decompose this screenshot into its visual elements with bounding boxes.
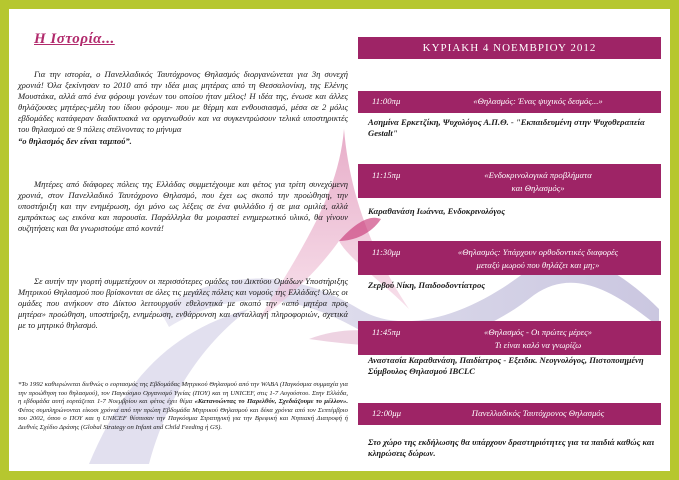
session-time: 11:15πμ [372, 170, 401, 180]
session-title: Πανελλαδικός Ταυτόχρονος Θηλασμός [471, 408, 605, 418]
history-paragraph-3: Σε αυτήν την γιορτή συμμετέχουν οι περισσότερες ομάδες του Δικτύου Ομάδων Υποστήριξης Μητρικού Θηλασμού που βρίσκονται σε όλες τις μεγάλες πόλεις και νομούς της Ελλάδας! Όλες οι ομάδες που ανήκουν στο Δίκτυο λειτουργούν εθελοντικά με σκοπό την «από μητέρα προς μητέρα» προώθηση, υποστήριξη, ενημέρωση, ενθάρρυνση και ανταλλαγή πληροφοριών, σχετικά με το μητρικό θηλασμό. [18, 276, 348, 331]
session-bar-2 [358, 164, 661, 198]
session-title-line1: «Ενδοκρινολογικά προβλήματα [484, 170, 592, 180]
footnote-theme: «Κατανοώντας το Παρελθόν, Σχεδιάζουμε το μέλλον». [194, 398, 348, 406]
session-bar-1 [358, 91, 661, 113]
program-date: ΚΥΡΙΑΚΗ 4 ΝΟΕΜΒΡΙΟΥ 2012 [358, 37, 661, 59]
history-column [18, 31, 348, 431]
history-quote: “ο θηλασμός δεν είναι ταμπού”. [18, 135, 132, 146]
session-time: 11:45πμ [372, 327, 401, 337]
history-footnote [18, 381, 348, 433]
session-bar-4 [358, 321, 661, 355]
footnote-text-b: Φέτος συμπληρώνονται είκοσι χρόνια από την πρώτη Εβδομάδα Μητρικού Θηλασμού και δέκα χρόνια από τον Σεπτέμβριο του 2002, όπου ο ΠΟΥ και η UNICEF θέσπισαν την Παγκόσμια Στρατηγική για την Βρεφική και Νηπιακή Διατροφή ή Διεθνές Σχέδιο Δράσης (Global Strategy on Infant and Child Feeding ή GS). [18, 406, 348, 431]
session-speaker-1: Ασημίνα Ερκετζίκη, Ψυχολόγος Α.Π.Θ. - "Εκπαιδευμένη στην Ψυχοθεραπεία Gestalt" [368, 117, 645, 138]
session-title-line2: και Θηλασμός» [511, 183, 565, 193]
session-title-line2: Τι είναι καλό να γνωρίζω [494, 340, 582, 350]
session-title: «Θηλασμός: Ένας ψυχικός δεσμός...» [473, 96, 603, 106]
session-speaker-2: Καραθανάση Ιωάννα, Ενδοκρινολόγος [368, 206, 506, 216]
session-speaker-4: Αναστασία Καραθανάση, Παιδίατρος - Εξειδικ. Νεογνολόγος, Πιστοποιημένη Σύμβουλος Θηλασμού IBCLC [368, 355, 644, 376]
session-title-line1: «Θηλασμός: Υπάρχουν ορθοδοντικές διαφορές [457, 247, 619, 257]
session-bar-3 [358, 241, 661, 275]
session-title-line2: μεταξύ μωρού που θηλάζει και μη;» [476, 260, 600, 270]
footnote-text-a: *Το 1992 καθιερώνεται διεθνώς ο εορτασμός της Εβδομάδας Μητρικού Θηλασμού από την WABA (Παγκόσμια συμμαχία για την προώθηση του θηλασμού), τον Παγκόσμιο Οργανισμό Υγείας (ΠΟΥ) και τη UNICEF, στις 1-7 Αυγούστου. Στην Ελλάδα, η εβδομάδα αυτή εορτάζεται 1-7 Νοεμβρίου και φέτος έχει θέμα [18, 381, 348, 406]
history-title: Η Ιστορία... [34, 31, 115, 47]
session-time: 11:30μμ [372, 247, 401, 257]
session-title-line1: «Θηλασμός - Οι πρώτες μέρες» [484, 327, 592, 337]
history-paragraph-1 [18, 69, 348, 147]
session-bar-5 [358, 403, 661, 425]
session-time: 12:00μμ [372, 408, 401, 418]
history-paragraph-2: Μητέρες από διάφορες πόλεις της Ελλάδας συμμετέχουμε και φέτος για τρίτη συνεχόμενη χρονιά, στον Πανελλαδικό Ταυτόχρονο Θηλασμό, που έχει ως σκοπό την προώθηση, την υποστήριξη και την ενημέρωση, όχι μόνο ως λέξεις σε ένα φυλλάδιο ή σε μια ομιλία, αλλά εμπράκτως ως εικόνα και παρουσία. Παράλληλα θα μοιραστεί ενημερωτικό υλικό, θα γίνουν συζητήσεις και θα γνωριστούμε από κοντά! [18, 179, 348, 234]
program-column [358, 9, 661, 471]
session-note-5: Στο χώρο της εκδήλωσης θα υπάρχουν δραστηριότητες για τα παιδιά καθώς και κληρώσεις δώρων. [368, 437, 655, 458]
session-speaker-3: Ζερβού Νίκη, Παιδοοδοντίατρος [368, 280, 486, 290]
history-paragraph-1-text: Για την ιστορία, ο Πανελλαδικός Ταυτόχρονος Θηλασμός διοργανώνεται για 3η συνεχή χρονιά! Όλα ξεκίνησαν το 2010 από την ιδέα μιας μητέρας από τη Θεσσαλονίκη, της Ελένης Μουστάκα, αλλά από ένα φόρουμ γονέων του οποίου ήταν μέλος! Η ιδέα της, ένωσε και άλλες θηλάζουσες μητέρες-μέλη του ίδιου φόρουμ- που με θέρμη και ενθουσιασμό, μέσα σε 2 μόλις εβδομάδες κατάφεραν διαδικτυακά να οργανωθούν και να συγκεντρώσουν τελικά υποστηρικτές του θηλασμού σε 9 πόλεις στέλνοντας το μήνυμα [18, 69, 348, 135]
session-time: 11:00πμ [372, 96, 401, 106]
